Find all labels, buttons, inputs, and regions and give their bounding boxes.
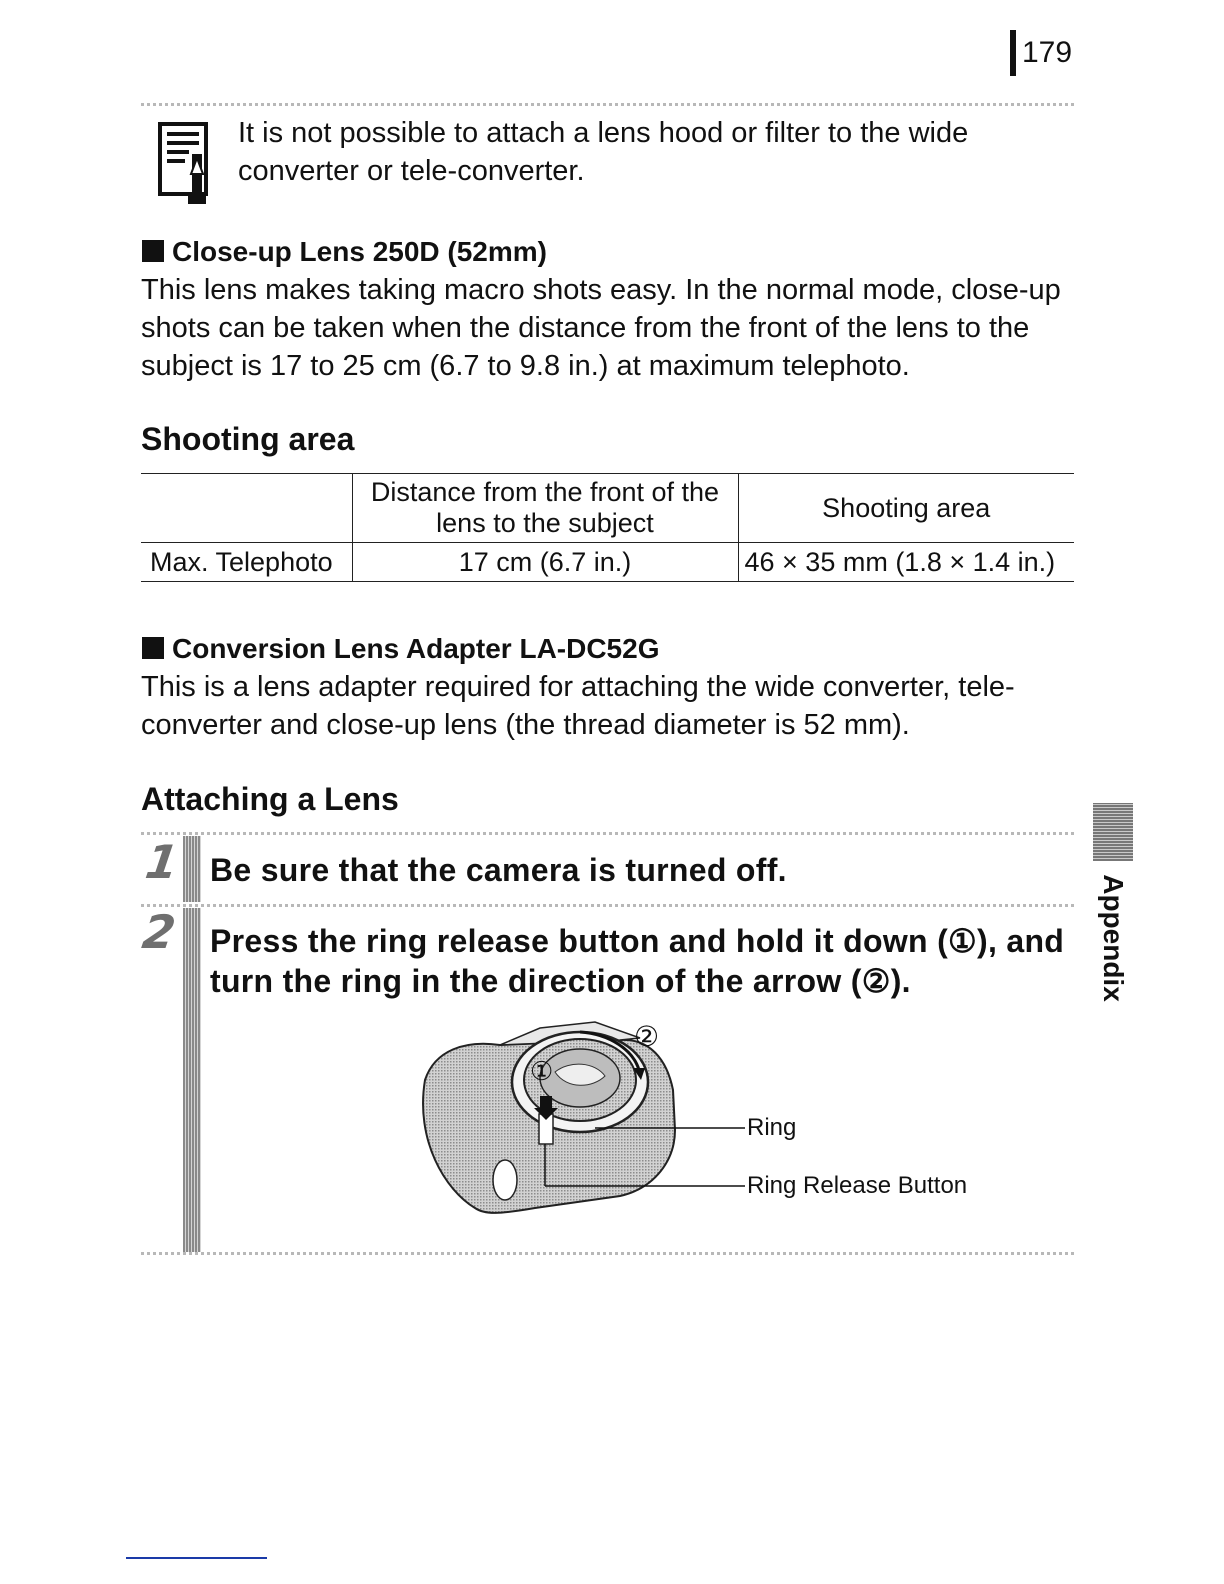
adapter-body: This is a lens adapter required for attaching the wide converter, tele-converter and close-up lens (the thread diameter is 52 mm). bbox=[141, 671, 1015, 741]
ring-label: Ring bbox=[747, 1114, 797, 1141]
bullet-square bbox=[142, 637, 164, 659]
camera-illustration bbox=[405, 1010, 745, 1225]
footer-rule bbox=[126, 1557, 267, 1559]
step-2-bar bbox=[183, 908, 201, 1252]
table-cell: 17 cm (6.7 in.) bbox=[352, 543, 738, 582]
callout-2: ② bbox=[634, 1021, 660, 1052]
page-marker-bar bbox=[1010, 30, 1016, 76]
appendix-tab-marker bbox=[1093, 803, 1133, 861]
table-row bbox=[141, 543, 1074, 582]
top-divider bbox=[141, 103, 1074, 106]
attaching-title: Attaching a Lens bbox=[141, 781, 399, 817]
step-2-text: Press the ring release button and hold it down (①), and turn the ring in the direction of the arrow (②). bbox=[210, 923, 1065, 999]
step-divider bbox=[141, 904, 1074, 907]
table-header-row bbox=[141, 474, 1074, 543]
step-1-bar bbox=[183, 836, 201, 902]
shooting-area-table bbox=[141, 473, 1074, 582]
closeup-heading bbox=[142, 236, 547, 268]
closeup-body: This lens makes taking macro shots easy. In the normal mode, close-up shots can be taken when the distance from the front of the lens to the subject is 17 to 25 cm (6.7 to 9.8 in.) at maximum telephoto. bbox=[141, 274, 1061, 382]
steps-top-divider bbox=[141, 832, 1074, 835]
note-icon bbox=[158, 118, 218, 211]
table-cell: Max. Telephoto bbox=[141, 543, 352, 582]
table-cell: 46 × 35 mm (1.8 × 1.4 in.) bbox=[738, 543, 1074, 582]
page-number: 179 bbox=[1022, 36, 1073, 69]
shooting-area-title: Shooting area bbox=[141, 421, 355, 457]
ring-release-button-label: Ring Release Button bbox=[747, 1172, 968, 1199]
note-text: It is not possible to attach a lens hood or filter to the wide converter or tele-converter. bbox=[238, 117, 969, 187]
table-header-cell: Shooting area bbox=[738, 474, 1074, 543]
bullet-square bbox=[142, 240, 164, 262]
adapter-heading-text: Conversion Lens Adapter LA-DC52G bbox=[172, 633, 660, 664]
step-1-number: 1 bbox=[142, 835, 182, 889]
table-header-cell bbox=[141, 474, 352, 543]
callout-1: ① bbox=[530, 1056, 554, 1086]
step-1-text: Be sure that the camera is turned off. bbox=[210, 852, 787, 888]
step-2-number: 2 bbox=[139, 905, 179, 959]
closeup-heading-text: Close-up Lens 250D (52mm) bbox=[172, 236, 547, 267]
adapter-heading bbox=[142, 633, 659, 665]
table-header-cell: Distance from the front of the lens to the subject bbox=[352, 474, 738, 543]
steps-bottom-divider bbox=[141, 1252, 1074, 1255]
appendix-side-label-text: Appendix bbox=[1098, 874, 1129, 1002]
appendix-side-label bbox=[1095, 868, 1131, 1008]
